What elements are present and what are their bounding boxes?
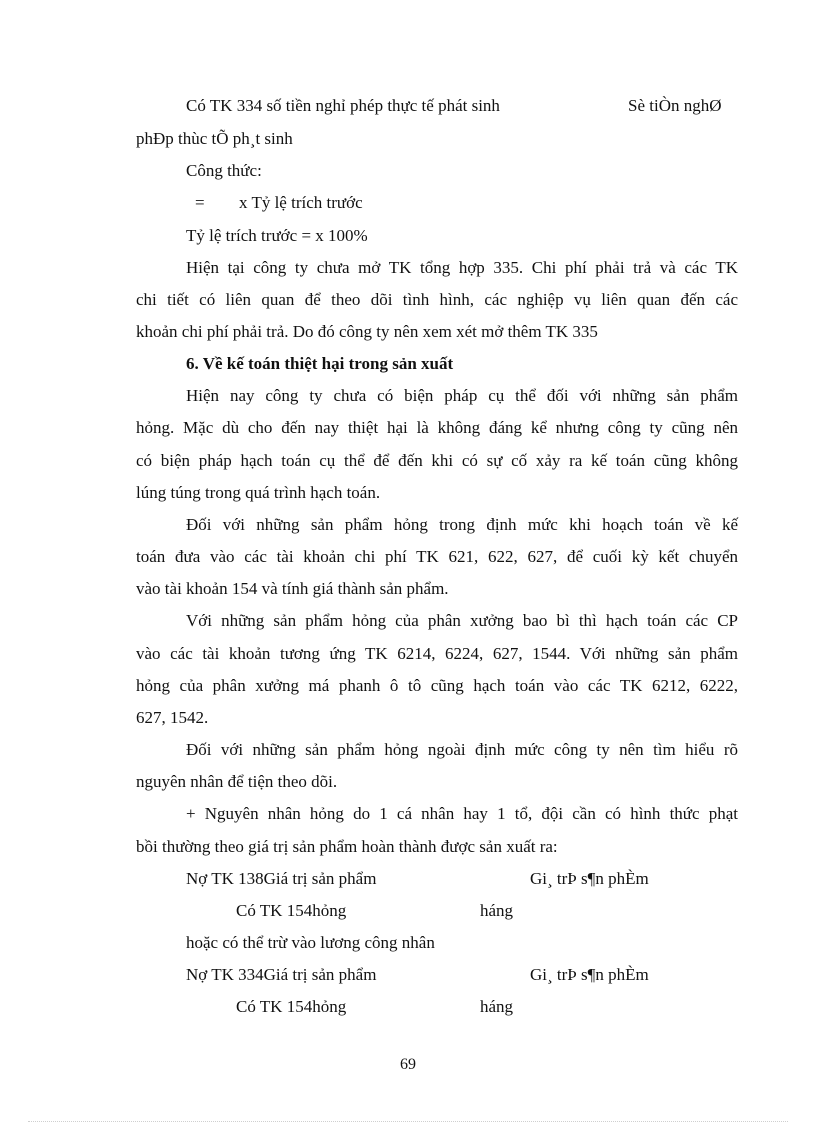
footer-divider xyxy=(28,1121,788,1122)
garbled-text: Gi¸ trÞ s¶n phÈm xyxy=(530,965,649,984)
entry-line: Có TK 334 số tiền nghỉ phép thực tế phát sinh xyxy=(186,96,500,115)
page-number: 69 xyxy=(400,1056,416,1073)
entry-line: Có TK 154hỏng xyxy=(236,997,347,1016)
entry-line: Nợ TK 334Giá trị sản phẩm xyxy=(186,965,377,984)
paragraph-line: chi tiết có liên quan để theo dõi tình hình, các nghiệp vụ liên quan đến các xyxy=(136,290,738,309)
formula-rate-definition: Tỷ lệ trích trước = x 100% xyxy=(186,226,368,245)
paragraph-line: lúng túng trong quá trình hạch toán. xyxy=(136,483,381,502)
entry-line: Nợ TK 138Giá trị sản phẩm xyxy=(186,869,377,888)
garbled-text: Sè tiÒn nghØ xyxy=(628,96,722,115)
garbled-text: Gi¸ trÞ s¶n phÈm xyxy=(530,869,649,888)
paragraph-line: vào các tài khoản tương ứng TK 6214, 6224, 627, 1544. Với những sản phẩm xyxy=(136,644,738,663)
paragraph-line: bồi thường theo giá trị sản phẩm hoàn thành được sản xuất ra: xyxy=(136,837,558,856)
paragraph-line: hỏng của phân xưởng má phanh ô tô cũng hạch toán vào các TK 6212, 6222, xyxy=(136,676,738,695)
formula-rate: x Tỷ lệ trích trước xyxy=(239,193,363,212)
paragraph-line: vào tài khoản 154 và tính giá thành sản phẩm. xyxy=(136,579,449,598)
section-heading: 6. Về kế toán thiệt hại trong sản xuất xyxy=(186,354,454,373)
paragraph-line: Đối với những sản phẩm hỏng trong định mức khi hoạch toán về kế xyxy=(186,515,738,534)
entry-line: hoặc có thể trừ vào lương công nhân xyxy=(186,933,435,952)
paragraph-line: có biện pháp hạch toán cụ thể để đến khi có sự cố xảy ra kế toán cũng không xyxy=(136,451,738,470)
paragraph-line: Với những sản phẩm hỏng của phân xưởng bao bì thì hạch toán các CP xyxy=(186,611,738,630)
paragraph-line: Hiện nay công ty chưa có biện pháp cụ thể đối với những sản phẩm xyxy=(186,386,738,405)
entry-line: Có TK 154hỏng xyxy=(236,901,347,920)
paragraph-line: + Nguyên nhân hỏng do 1 cá nhân hay 1 tổ, đội cần có hình thức phạt xyxy=(186,804,738,823)
paragraph-line: nguyên nhân để tiện theo dõi. xyxy=(136,772,338,791)
paragraph-line: hỏng. Mặc dù cho đến nay thiệt hại là không đáng kể nhưng công ty cũng nên xyxy=(136,418,738,437)
paragraph-line: toán đưa vào các tài khoản chi phí TK 621, 622, 627, để cuối kỳ kết chuyển xyxy=(136,547,738,566)
paragraph-line: 627, 1542. xyxy=(136,708,209,727)
garbled-text: háng xyxy=(480,997,514,1016)
paragraph-line: Đối với những sản phẩm hỏng ngoài định mức công ty nên tìm hiểu rõ xyxy=(186,740,738,759)
garbled-text: háng xyxy=(480,901,514,920)
paragraph-line: Hiện tại công ty chưa mở TK tổng hợp 335. Chi phí phải trả và các TK xyxy=(186,258,738,277)
formula-label: Công thức: xyxy=(186,161,262,180)
paragraph-line: khoản chi phí phải trả. Do đó công ty nên xem xét mở thêm TK 335 xyxy=(136,322,598,341)
garbled-text: phÐp thùc tÕ ph¸t sinh xyxy=(136,129,293,148)
formula-equals: = xyxy=(195,193,205,212)
